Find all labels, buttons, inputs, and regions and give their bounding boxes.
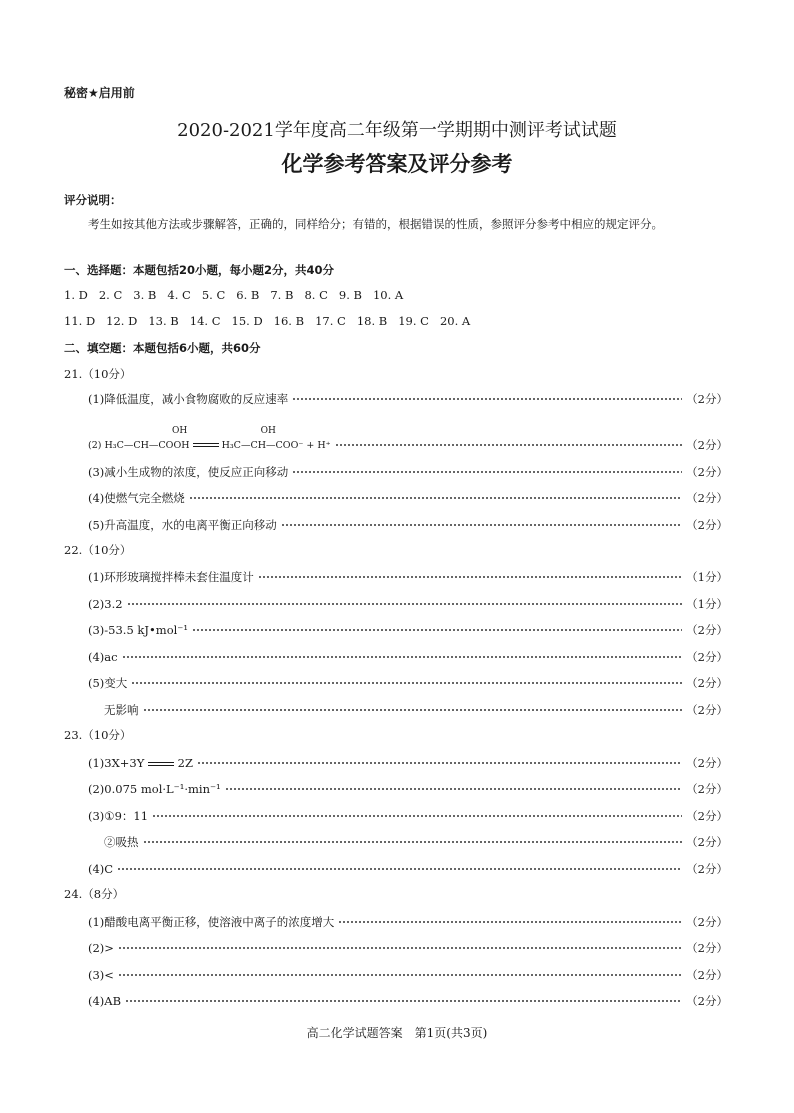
score: （2分） <box>686 968 728 982</box>
mc-answer: 20. A <box>439 314 471 328</box>
answer-text: 无影响 <box>104 703 139 717</box>
q22-answer-4 <box>88 648 728 666</box>
score: （2分） <box>686 491 728 505</box>
mc-answer: 10. A <box>372 288 404 302</box>
answer-text: ②吸热 <box>104 835 139 849</box>
leader-dots <box>338 921 682 923</box>
q24-answer-3 <box>88 966 728 984</box>
mc-answer: 14. C <box>189 314 221 328</box>
equation <box>88 425 331 451</box>
q21-answer-1 <box>88 390 728 408</box>
score: （2分） <box>686 915 728 929</box>
q23-answer-3 <box>88 807 728 825</box>
score: （2分） <box>686 756 728 770</box>
mc-answer: 6. B <box>236 288 260 302</box>
score: （1分） <box>686 597 728 611</box>
equilibrium-arrow <box>148 760 174 768</box>
leader-dots <box>118 974 682 976</box>
leader-dots <box>117 868 682 870</box>
q23-answer-4 <box>104 833 728 851</box>
answer-text: (4)AB <box>88 994 122 1008</box>
mc-answer: 18. B <box>356 314 388 328</box>
equation <box>88 756 193 770</box>
answer-text: (4)C <box>88 862 114 876</box>
leader-dots <box>118 947 682 949</box>
q24-answer-1 <box>88 913 728 931</box>
answer-text: (5)升高温度，水的电离平衡正向移动 <box>88 518 277 532</box>
mc-answer: 19. C <box>398 314 429 328</box>
q24-answer-2 <box>88 939 728 957</box>
score: （2分） <box>686 941 728 955</box>
q21-answer-2 <box>88 425 728 454</box>
mc-answers-row-2 <box>64 314 481 328</box>
equation-left: (1)3X+3Y <box>88 756 145 770</box>
answer-text: (3)-53.5 kJ•mol⁻¹ <box>88 623 188 637</box>
mc-answer: 17. C <box>315 314 346 328</box>
q24-heading: 24.（8分） <box>64 887 125 901</box>
answer-text: (4)ac <box>88 650 118 664</box>
mc-answer: 7. B <box>270 288 294 302</box>
equilibrium-arrow <box>193 441 219 449</box>
mc-answer: 2. C <box>98 288 123 302</box>
mc-answer: 11. D <box>64 314 96 328</box>
mc-answer: 8. C <box>304 288 328 302</box>
confidential-label: 秘密★启用前 <box>64 86 135 100</box>
leader-dots <box>258 576 682 578</box>
q24-answer-4 <box>88 992 728 1010</box>
page-footer: 高二化学试题答案 第1页(共3页) <box>306 1026 488 1040</box>
answer-key-title: 化学参考答案及评分参考 <box>281 152 513 176</box>
score: （2分） <box>686 782 728 796</box>
score: （2分） <box>686 465 728 479</box>
mc-answers-row-1 <box>64 288 414 302</box>
oh-group: OH <box>260 425 276 436</box>
equation-left: (2) H₃C—CH—COOH <box>88 439 190 451</box>
mc-answer: 5. C <box>201 288 226 302</box>
leader-dots <box>225 788 683 790</box>
leader-dots <box>189 497 682 499</box>
q22-answer-3 <box>88 621 728 639</box>
answer-text: (2)0.075 mol·L⁻¹·min⁻¹ <box>88 782 221 796</box>
leader-dots <box>281 524 682 526</box>
leader-dots <box>152 815 682 817</box>
score: （2分） <box>686 994 728 1008</box>
q22-answer-6 <box>104 701 728 719</box>
q21-answer-5 <box>88 516 728 534</box>
grading-note-text: 考生如按其他方法或步骤解答，正确的，同样给分；有错的，根据错误的性质，参照评分参考中相应的规定评分。 <box>88 217 663 231</box>
score: （2分） <box>686 518 728 532</box>
leader-dots <box>143 709 683 711</box>
q23-heading: 23.（10分） <box>64 728 132 742</box>
leader-dots <box>122 656 683 658</box>
mc-answer: 12. D <box>106 314 138 328</box>
score: （2分） <box>686 676 728 690</box>
leader-dots <box>292 471 682 473</box>
answer-text: (5)变大 <box>88 676 128 690</box>
leader-dots <box>192 629 682 631</box>
score: （2分） <box>686 703 728 717</box>
q21-answer-4 <box>88 489 728 507</box>
equation-right: 2Z <box>177 756 193 770</box>
leader-dots <box>292 398 682 400</box>
score: （2分） <box>686 623 728 637</box>
answer-text: (4)使燃气完全燃烧 <box>88 491 185 505</box>
answer-text: (3)< <box>88 968 114 982</box>
mc-answer: 15. D <box>231 314 263 328</box>
mc-answer: 4. C <box>167 288 191 302</box>
leader-dots <box>335 444 683 446</box>
section1-heading: 一、选择题：本题包括20小题，每小题2分，共40分 <box>64 263 335 277</box>
score: （1分） <box>686 570 728 584</box>
section2-heading: 二、填空题：本题包括6小题，共60分 <box>64 341 261 355</box>
answer-text: (1)降低温度，减小食物腐败的反应速率 <box>88 392 289 406</box>
q22-answer-5 <box>88 674 728 692</box>
leader-dots <box>131 682 682 684</box>
mc-answer: 3. B <box>133 288 157 302</box>
q23-answer-2 <box>88 780 728 798</box>
exam-title: 2020-2021学年度高二年级第一学期期中测评考试试题 <box>177 120 617 141</box>
q22-answer-2 <box>88 595 728 613</box>
grading-note-label: 评分说明： <box>64 193 122 207</box>
score: （2分） <box>686 862 728 876</box>
answer-text: (1)醋酸电离平衡正移，使溶液中离子的浓度增大 <box>88 915 335 929</box>
mc-answer: 16. B <box>273 314 305 328</box>
leader-dots <box>143 841 683 843</box>
q21-heading: 21.（10分） <box>64 367 132 381</box>
oh-group: OH <box>172 425 188 436</box>
leader-dots <box>125 1000 682 1002</box>
score: （2分） <box>686 835 728 849</box>
score: （2分） <box>686 650 728 664</box>
answer-text: (3)减小生成物的浓度，使反应正向移动 <box>88 465 289 479</box>
answer-text: (3)①9：11 <box>88 809 149 823</box>
mc-answer: 9. B <box>338 288 362 302</box>
leader-dots <box>197 762 682 764</box>
q23-answer-5 <box>88 860 728 878</box>
mc-answer: 13. B <box>148 314 179 328</box>
answer-text: (1)环形玻璃搅拌棒未套住温度计 <box>88 570 254 584</box>
answer-text: (2)3.2 <box>88 597 123 611</box>
answer-text: (2)> <box>88 941 114 955</box>
leader-dots <box>127 603 683 605</box>
score: （2分） <box>686 809 728 823</box>
equation-right: H₃C—CH—COO⁻ + H⁺ <box>221 439 331 451</box>
q23-answer-1 <box>88 754 728 772</box>
mc-answer: 1. D <box>64 288 88 302</box>
q22-answer-1 <box>88 568 728 586</box>
q22-heading: 22.（10分） <box>64 543 132 557</box>
score: （2分） <box>686 392 728 406</box>
score: （2分） <box>686 438 728 452</box>
q21-answer-3 <box>88 463 728 481</box>
